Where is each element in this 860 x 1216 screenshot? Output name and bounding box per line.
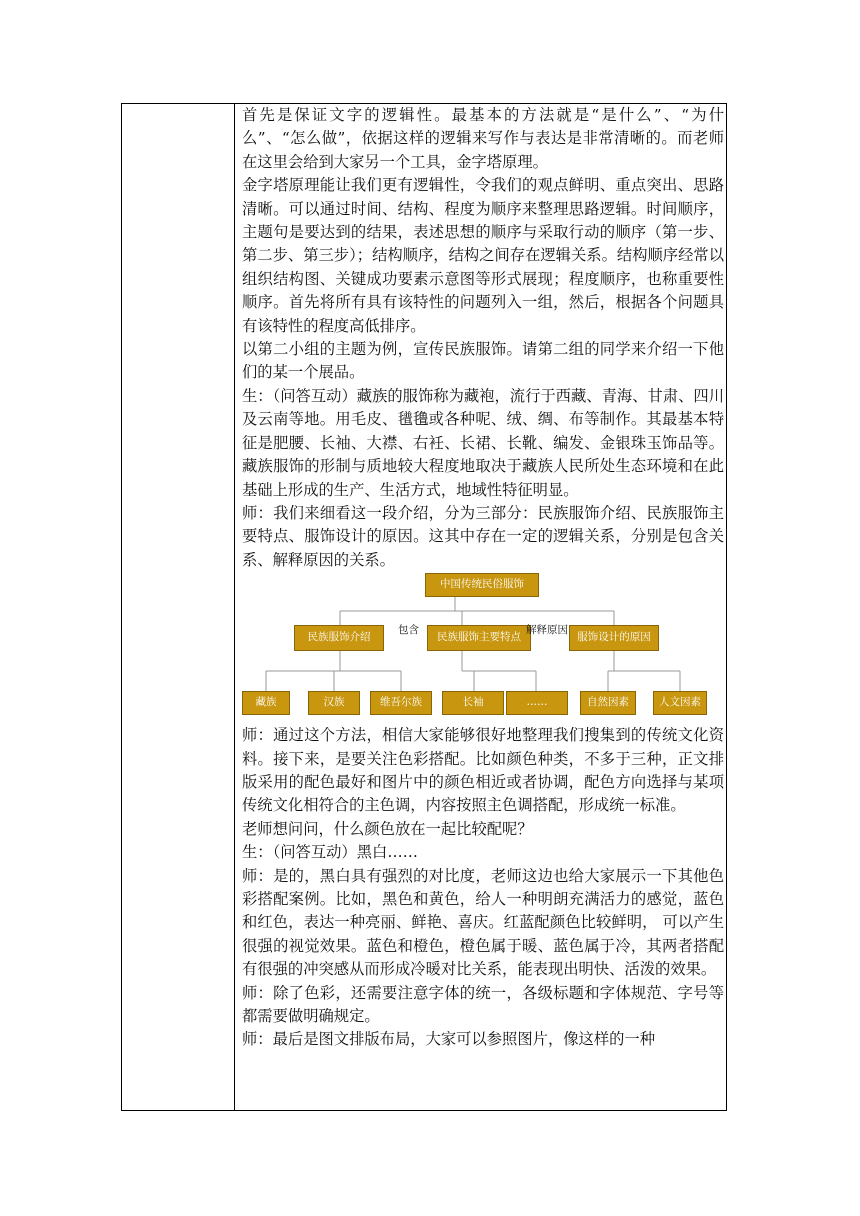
lesson-content-cell <box>242 104 724 1052</box>
leaf-node: 自然因素 <box>580 691 636 715</box>
column-divider <box>234 104 235 1110</box>
paragraph: 师：最后是图文排版布局，大家可以参照图片，像这样的一种 <box>242 1030 656 1049</box>
relation-label: 包含 <box>398 624 419 637</box>
branch-node: 民族服饰主要特点 <box>427 625 531 651</box>
leaf-node: 汉族 <box>308 691 360 715</box>
relation-label: 解释原因 <box>526 624 568 637</box>
paragraph: 师：通过这个方法，相信大家能够很好地整理我们搜集到的传统文化资料。接下来，是要关注色彩搭配。比如颜色种类，不多于三种，正文排版采用的配色最好和图片中的颜色相近或者协调，配色方向选择与某项传统文化相符合的主色调，内容按照主色调搭配，形成统一标准。 <box>242 726 724 815</box>
leaf-node: …… <box>506 691 568 715</box>
paragraph: 首先是保证文字的逻辑性。最基本的方法就是“是什么”、“为什么”、“怎么做”，依据这样的逻辑来写作与表达是非常清晰的。而老师在这里会给到大家另一个工具，金字塔原理。 <box>242 106 724 171</box>
lesson-table <box>121 103 727 1111</box>
paragraph: 生：（问答互动）黑白…… <box>242 843 418 862</box>
branch-node: 民族服饰介绍 <box>294 625 384 651</box>
paragraph: 师：是的，黑白具有强烈的对比度，老师这边也给大家展示一下其他色彩搭配案例。比如，黑色和黄色，给人一种明朗充满活力的感觉，蓝色和红色，表达一种亮丽、鲜艳、喜庆。红蓝配颜色比较鲜明， 可以产生很强的视觉效果。蓝色和橙色，橙色属于暖、蓝色属于冷，其两者搭配有很强的冲突感从而形成冷暖对比关系，能表现出明快、活泼的效果。 <box>242 866 724 979</box>
leaf-node: 藏族 <box>242 691 290 715</box>
paragraph: 师：除了色彩，还需要注意字体的统一，各级标题和字体规范、字号等都需要做明确规定。 <box>242 983 724 1025</box>
paragraph: 师：我们来细看这一段介绍，分为三部分：民族服饰介绍、民族服饰主要特点、服饰设计的原因。这其中存在一定的逻辑关系，分别是包含关系、解释原因的关系。 <box>242 503 724 569</box>
root-node: 中国传统民俗服饰 <box>425 573 539 597</box>
paragraph: 金字塔原理能让我们更有逻辑性，令我们的观点鲜明、重点突出、思路清晰。可以通过时间、结构、程度为顺序来整理思路逻辑。时间顺序，主题句是要达到的结果，表述思想的顺序与采取行动的顺序（第一步、第二步、第三步）；结构顺序，结构之间存在逻辑关系。结构顺序经常以组织结构图、关键成功要素示意图等形式展现；程度顺序，也称重要性顺序。首先将所有具有该特性的问题列入一组，然后，根据各个问题具有该特性的程度高低排序。 <box>242 176 724 335</box>
branch-node: 服饰设计的原因 <box>569 625 659 651</box>
leaf-node: 人文因素 <box>653 691 707 715</box>
paragraph: 生：（问答互动）藏族的服饰称为藏袍，流行于西藏、青海、甘肃、四川及云南等地。用毛皮、氆氇或各种呢、绒、绸、布等制作。其最基本特征是肥腰、长袖、大襟、右衽、长裙、长靴、编发、金银珠玉饰品等。藏族服饰的形制与质地较大程度地取决于藏族人民所处生态环境和在此基础上形成的生产、生活方式，地域性特征明显。 <box>242 386 724 499</box>
leaf-node: 长袖 <box>442 691 504 715</box>
leaf-node: 维吾尔族 <box>370 691 432 715</box>
paragraph: 以第二小组的主题为例，宣传民族服饰。请第二组的同学来介绍一下他们的某一个展品。 <box>242 340 724 382</box>
logic-structure-diagram <box>242 573 724 723</box>
paragraph: 老师想问问，什么颜色放在一起比较配呢？ <box>242 819 533 838</box>
